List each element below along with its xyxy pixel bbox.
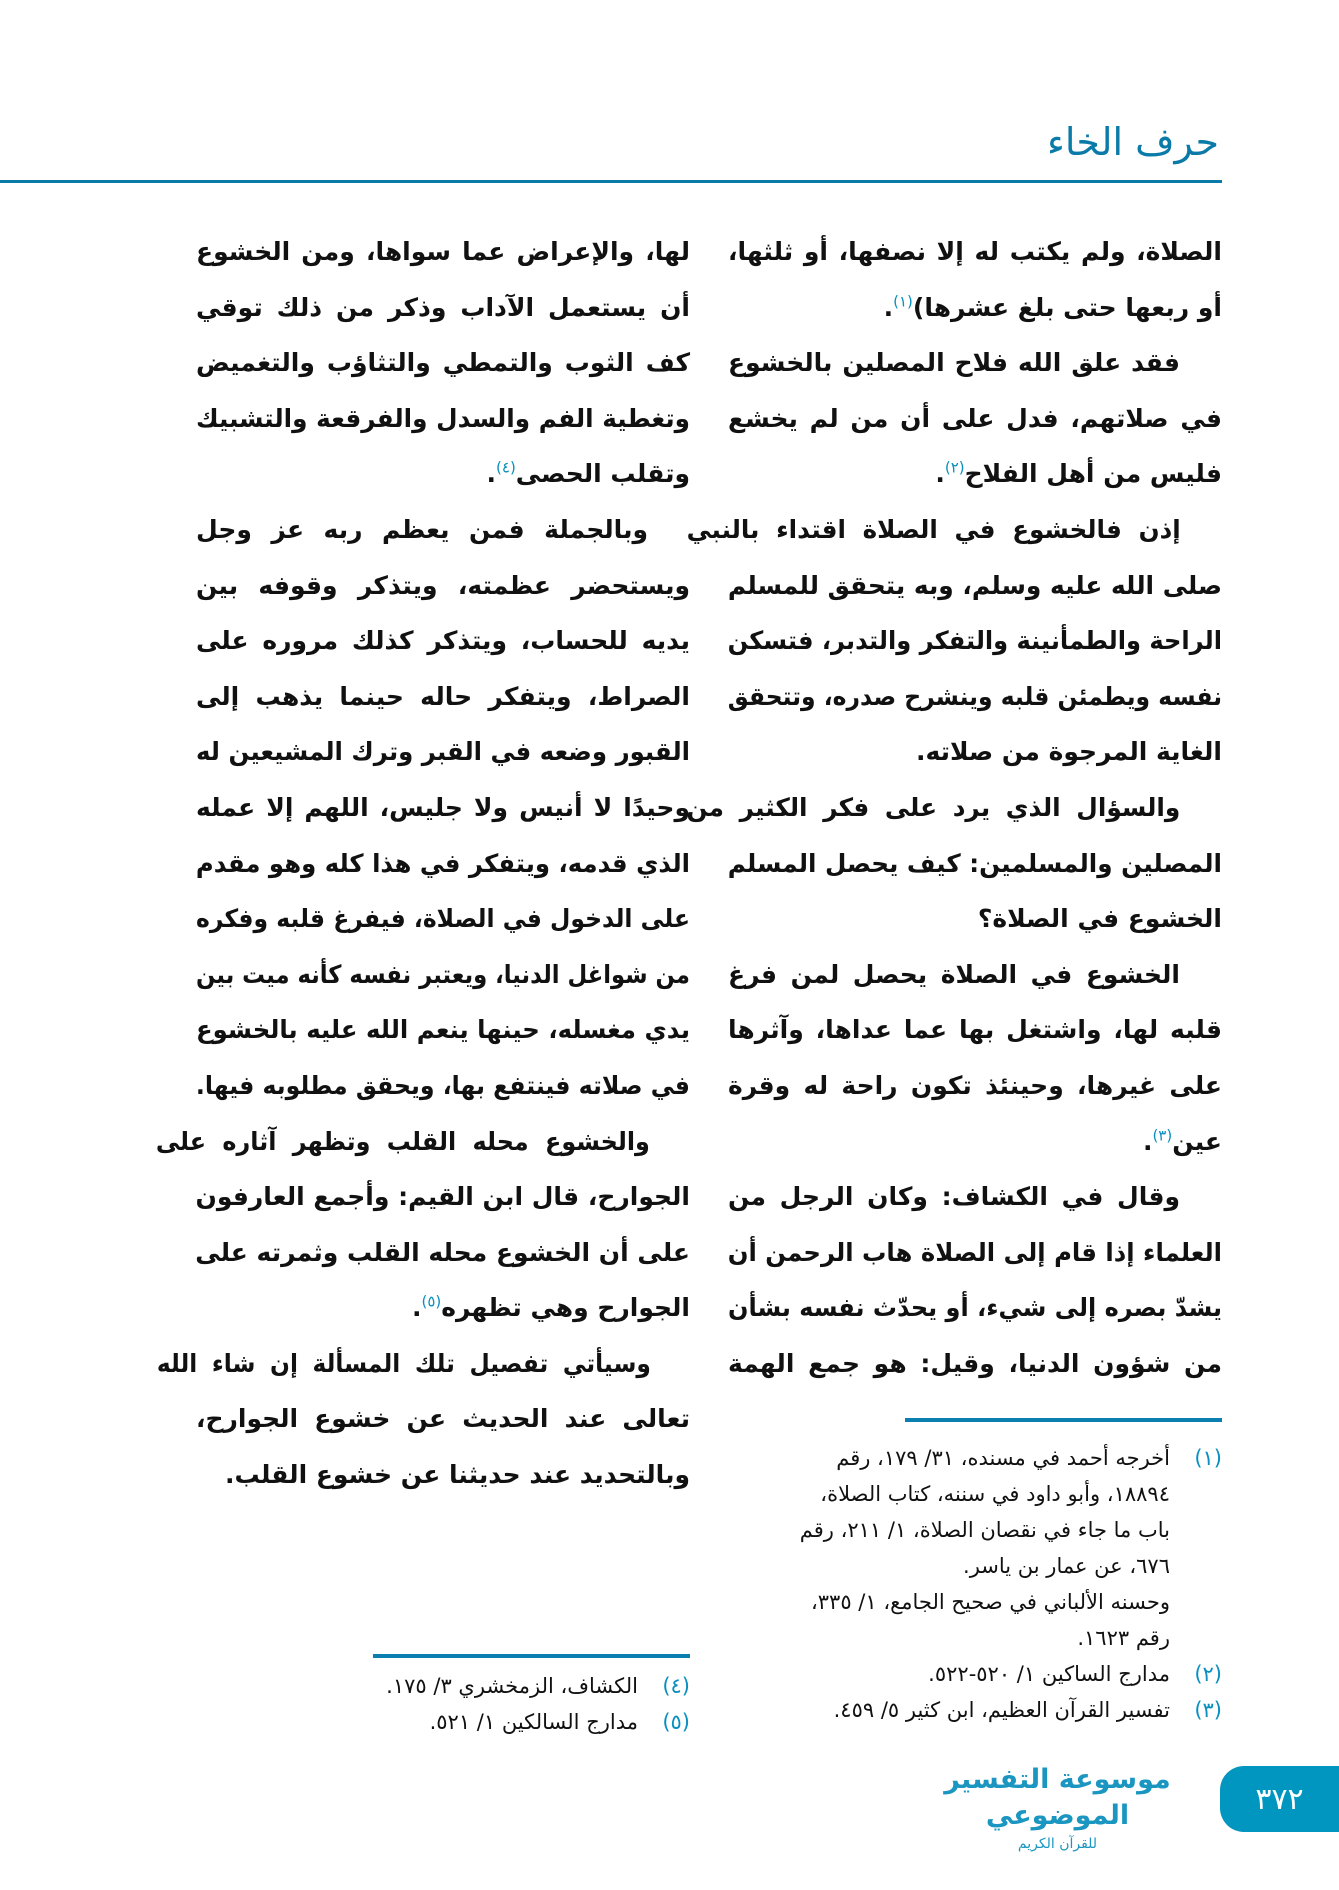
footnote-number: (١) (1194, 1446, 1222, 1470)
text-line (728, 1280, 1222, 1336)
text-line (196, 1391, 690, 1447)
text-line (728, 1114, 1222, 1170)
text-line (686, 780, 1222, 836)
footnote-line: مدارج السالكين ١/ ٥٢١. (429, 1710, 638, 1734)
footnotes-left (196, 1668, 690, 1740)
line-text: فقد علق الله فلاح المصلين بالخشوع (728, 348, 1180, 378)
footnote-line: باب ما جاء في نقصان الصلاة، ١/ ٢١١، رقم (799, 1518, 1170, 1542)
line-text: من شواغل الدنيا، ويعتبر نفسه كأنه ميت بين (196, 959, 690, 989)
footnote (728, 1692, 1222, 1728)
line-text: وتغطية الفم والسدل والفرقعة والتشبيك (196, 403, 690, 433)
line-text: والسؤال الذي يرد على فكر الكثير من (686, 792, 1181, 822)
line-text: إذن فالخشوع في الصلاة اقتداء بالنبي (686, 514, 1181, 544)
right-column (686, 224, 1222, 1391)
footnote-separator-left (373, 1654, 690, 1658)
line-text: فليس من أهل الفلاح (964, 459, 1222, 489)
line-text: أن يستعمل الآداب وذكر من ذلك توقي (196, 292, 690, 322)
text-line (728, 446, 1222, 502)
footnote (196, 1668, 690, 1704)
encyclopedia-logo (930, 1762, 1185, 1854)
text-line (728, 1169, 1222, 1225)
text-line (728, 891, 1222, 947)
line-text: قلبه لها، واشتغل بها عما عداها، وآثرها (728, 1015, 1222, 1045)
line-text: يدي مغسله، حينها ينعم الله عليه بالخشوع (196, 1015, 690, 1045)
text-line (196, 891, 690, 947)
line-punctuation: . (1142, 1126, 1153, 1156)
footnote-body (800, 1440, 1170, 1656)
line-text: نفسه ويطمئن قلبه وينشرح صدره، وتتحقق (727, 681, 1222, 711)
line-text: الراحة والطمأنينة والتفكر والتدبر، فتسكن (727, 626, 1222, 656)
text-line (728, 669, 1222, 725)
line-text: الخشوع في الصلاة يحصل لمن فرغ (728, 959, 1180, 989)
text-line (156, 1114, 690, 1170)
footnote-line: ١٨٨٩٤، وأبو داود في سننه، كتاب الصلاة، (820, 1482, 1170, 1506)
footnote-number: (٥) (662, 1710, 690, 1734)
text-line (728, 836, 1222, 892)
footnote (728, 1440, 1222, 1656)
page-number-badge (1220, 1766, 1339, 1832)
footnote (728, 1656, 1222, 1692)
line-text: وسيأتي تفصيل تلك المسألة إن شاء الله (156, 1348, 651, 1378)
header-rule (0, 180, 1222, 183)
footnote-number: (٢) (1194, 1662, 1222, 1686)
text-line (196, 1225, 690, 1281)
line-text: أو ربعها حتى بلغ عشرها) (912, 292, 1222, 322)
text-line (196, 224, 690, 280)
text-line (728, 280, 1222, 336)
logo-subtitle: للقرآن الكريم (1017, 1836, 1098, 1852)
line-punctuation: . (486, 459, 497, 489)
text-line (728, 1058, 1222, 1114)
line-text: وتقلب الحصى (515, 459, 690, 489)
line-text: الصراط، ويتفكر حاله حينما يذهب إلى (196, 681, 690, 711)
line-text: من شؤون الدنيا، وقيل: هو جمع الهمة (728, 1348, 1222, 1378)
text-line (728, 1336, 1222, 1392)
text-line (196, 335, 690, 391)
line-text: المصلين والمسلمين: كيف يحصل المسلم (727, 848, 1222, 878)
footnote-body (386, 1668, 638, 1704)
line-text: على أن الخشوع محله القلب وثمرته على (195, 1237, 690, 1267)
line-punctuation: . (935, 459, 945, 489)
footnote (196, 1704, 690, 1740)
line-text: وحيدًا لا أنيس ولا جليس، اللهم إلا عمله (196, 792, 690, 822)
text-line (196, 446, 690, 502)
footnote-number: (٣) (1194, 1698, 1222, 1722)
text-line (196, 1447, 690, 1503)
text-line (728, 391, 1222, 447)
text-line (196, 558, 690, 614)
line-text: ويستحضر عظمته، ويتذكر وقوفه بين (196, 570, 690, 600)
footnote-line: أخرجه أحمد في مسنده، ٣١/ ١٧٩، رقم (836, 1446, 1170, 1470)
footnote-body (430, 1704, 638, 1740)
text-line (196, 947, 690, 1003)
text-line (728, 558, 1222, 614)
text-line (157, 1336, 690, 1392)
line-text: على غيرها، وحينئذ تكون راحة له وقرة (728, 1070, 1222, 1100)
text-line (728, 724, 1222, 780)
line-text: وبالجملة فمن يعظم ربه عز وجل (196, 514, 648, 544)
text-line (196, 669, 690, 725)
line-text: وقال في الكشاف: وكان الرجل من (728, 1182, 1180, 1212)
chapter-title: حرف الخاء (1046, 120, 1219, 164)
text-line (196, 280, 690, 336)
text-line (196, 1058, 690, 1114)
footnote-marker: (٢) (944, 459, 965, 478)
line-text: صلى الله عليه وسلم، وبه يتحقق للمسلم (727, 570, 1222, 600)
footnote-number: (٤) (662, 1674, 690, 1698)
line-text: عين (1172, 1126, 1222, 1156)
text-line (728, 1002, 1222, 1058)
line-text: في صلاتهم، فدل على أن من لم يخشع (728, 403, 1222, 433)
text-line (728, 947, 1222, 1003)
page-number: ٣٧٢ (1255, 1781, 1304, 1817)
text-line (728, 1225, 1222, 1281)
footnote-marker: (٣) (1152, 1126, 1173, 1145)
footnote-line: وحسنه الألباني في صحيح الجامع، ١/ ٣٣٥، (810, 1590, 1170, 1614)
text-line (728, 613, 1222, 669)
footnote-marker: (٤) (496, 459, 516, 478)
footnotes-right (728, 1440, 1222, 1728)
line-text: في صلاته فينتفع بها، ويحقق مطلوبه فيها. (195, 1070, 690, 1100)
line-text: تعالى عند الحديث عن خشوع الجوارح، (196, 1404, 690, 1434)
line-text: الذي قدمه، ويتفكر في هذا كله وهو مقدم (195, 848, 690, 878)
line-punctuation: . (411, 1293, 422, 1323)
text-line (687, 502, 1222, 558)
text-line (728, 335, 1222, 391)
logo-title: موسوعة التفسير الموضوعي (944, 1764, 1171, 1831)
line-text: كف الثوب والتمطي والتثاؤب والتغميض (196, 348, 690, 378)
footnote-body (834, 1692, 1170, 1728)
footnote-line: رقم ١٦٢٣. (1077, 1626, 1170, 1650)
footnote-marker: (١) (893, 292, 913, 311)
line-text: الخشوع في الصلاة؟ (977, 904, 1222, 934)
line-text: لها، والإعراض عما سواها، ومن الخشوع (196, 237, 690, 266)
text-line (196, 391, 690, 447)
footnote-line: مدارج الساكين ١/ ٥٢٠-٥٢٢. (928, 1662, 1170, 1686)
left-column (155, 224, 690, 1503)
text-line (196, 724, 690, 780)
line-text: الجوارح، قال ابن القيم: وأجمع العارفون (195, 1182, 690, 1212)
footnote-line: الكشاف، الزمخشري ٣/ ١٧٥. (386, 1674, 638, 1698)
line-text: يديه للحساب، ويتذكر كذلك مروره على (196, 626, 690, 656)
footnote-line: ٦٧٦، عن عمار بن ياسر. (963, 1554, 1170, 1578)
line-text: الصلاة، ولم يكتب له إلا نصفها، أو ثلثها، (728, 237, 1222, 266)
line-text: وبالتحديد عند حديثنا عن خشوع القلب. (225, 1460, 690, 1490)
line-text: والخشوع محله القلب وتظهر آثاره على (155, 1126, 650, 1156)
text-line (196, 836, 690, 892)
text-line (196, 502, 690, 558)
line-text: العلماء إذا قام إلى الصلاة هاب الرحمن أن (727, 1237, 1222, 1267)
text-line (196, 1002, 690, 1058)
text-line (728, 224, 1222, 280)
text-line (196, 1169, 690, 1225)
footnote-line: تفسير القرآن العظيم، ابن كثير ٥/ ٤٥٩. (833, 1698, 1170, 1722)
line-text: يشدّ بصره إلى شيء، أو يحدّث نفسه بشأن (728, 1293, 1222, 1323)
text-line (196, 1280, 690, 1336)
line-punctuation: . (883, 292, 894, 322)
text-line (196, 613, 690, 669)
text-line (196, 780, 690, 836)
line-text: على الدخول في الصلاة، فيفرغ قلبه وفكره (196, 904, 690, 934)
line-text: الجوارح وهي تظهره (441, 1293, 690, 1323)
footnote-marker: (٥) (421, 1292, 442, 1311)
footnote-separator-right (905, 1418, 1222, 1422)
line-text: القبور وضعه في القبر وترك المشيعين له (196, 737, 690, 767)
footnote-body (928, 1656, 1170, 1692)
line-text: الغاية المرجوة من صلاته. (916, 737, 1222, 767)
